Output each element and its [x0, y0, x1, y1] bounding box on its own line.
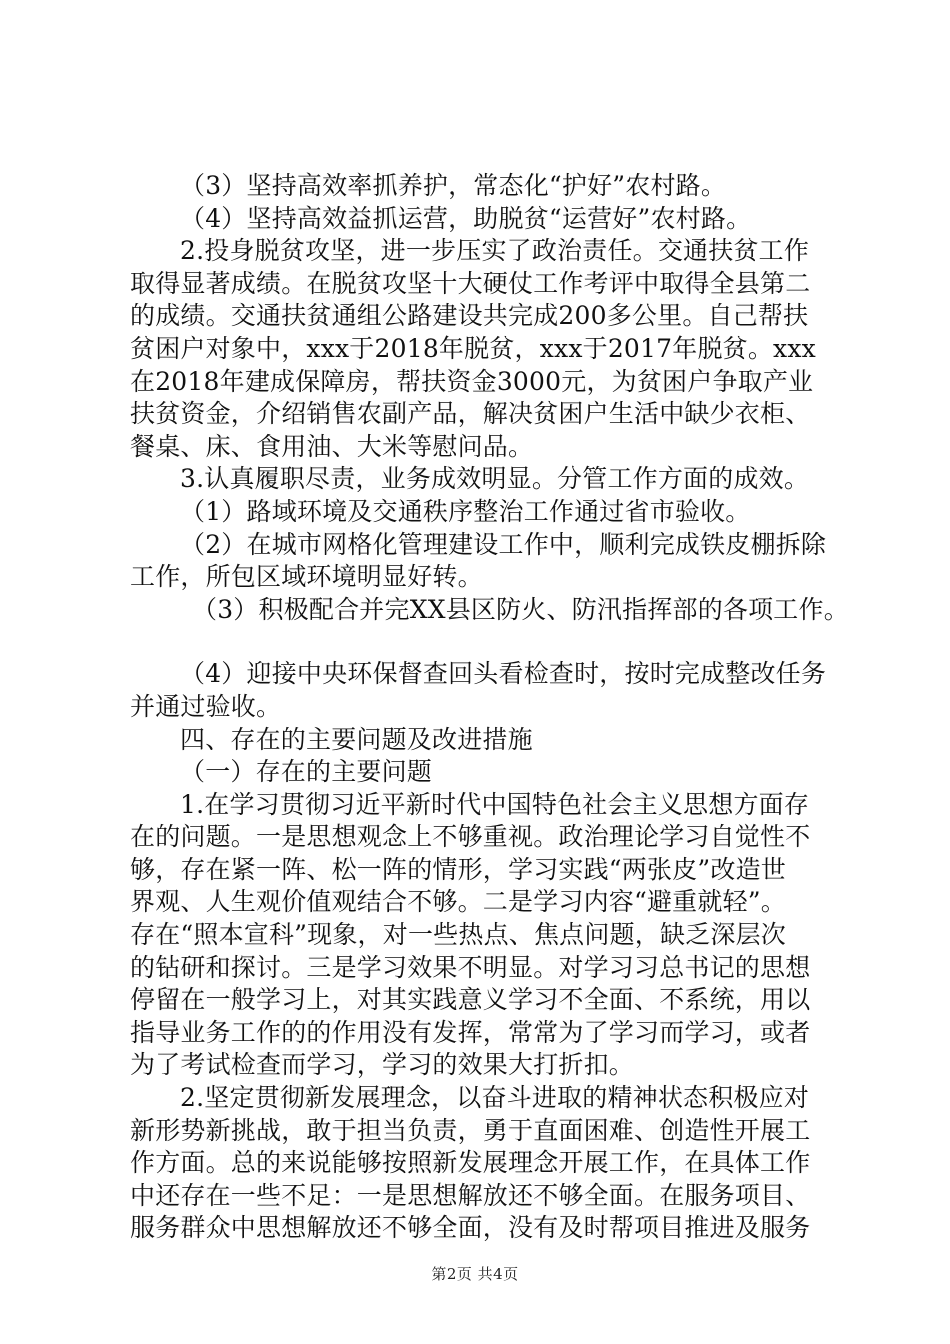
paragraph-line: （3）坚持高效率抓养护，常态化“护好”农村路。 [180, 171, 727, 200]
paragraph-line: 在的问题。一是思想观念上不够重视。政治理论学习自觉性不 [130, 822, 811, 852]
document-body [130, 170, 849, 1245]
paragraph-line: 存在“照本宣科”现象，对一些热点、焦点问题，缺乏深层次 [130, 920, 786, 950]
paragraph-line: （2）在城市网格化管理建设工作中，顺利完成铁皮棚拆除 [180, 529, 827, 559]
paragraph-line: （1）路域环境及交通秩序整治工作通过省市验收。 [180, 496, 751, 526]
page-number-footer: 第2页 共4页 [431, 1265, 519, 1283]
paragraph-line: 停留在一般学习上，对其实践意义学习不全面、不系统，用以 [130, 985, 811, 1015]
paragraph-line: （4）迎接中央环保督查回头看检查时，按时完成整改任务 [180, 659, 827, 689]
paragraph-line: （3）积极配合并完XX县区防火、防汛指挥部的各项工作。 [192, 594, 849, 624]
paragraph-line: 界观、人生观价值观结合不够。二是学习内容“避重就轻”。 [130, 887, 786, 917]
paragraph-line: 3.认真履职尽责，业务成效明显。分管工作方面的成效。 [180, 464, 810, 494]
subsection-heading: （一）存在的主要问题 [180, 757, 433, 787]
paragraph-line: 工作，所包区域环境明显好转。 [130, 562, 483, 592]
paragraph-line: 2.投身脱贫攻坚，进一步压实了政治责任。交通扶贫工作 [180, 236, 810, 266]
paragraph-line: 取得显著成绩。在脱贫攻坚十大硬仗工作考评中取得全县第二 [130, 268, 811, 298]
paragraph-line: 的钻研和探讨。三是学习效果不明显。对学习习总书记的思想 [130, 952, 811, 982]
paragraph-line: 2.坚定贯彻新发展理念，以奋斗进取的精神状态积极应对 [180, 1083, 810, 1113]
paragraph-line: 餐桌、床、食用油、大米等慰问品。 [130, 431, 534, 461]
paragraph-line: 扶贫资金，介绍销售农副产品，解决贫困户生活中缺少衣柜、 [130, 399, 811, 429]
paragraph-line: 在2018年建成保障房，帮扶资金3000元，为贫困户争取产业 [130, 366, 814, 396]
paragraph-line: 指导业务工作的的作用没有发挥，常常为了学习而学习，或者 [130, 1017, 811, 1047]
paragraph-line: 中还存在一些不足：一是思想解放还不够全面。在服务项目、 [130, 1180, 811, 1210]
paragraph-line: 贫困户对象中，xxx于2018年脱贫，xxx于2017年脱贫。xxx [130, 333, 816, 363]
paragraph-line: 新形势新挑战，敢于担当负责，勇于直面困难、创造性开展工 [130, 1115, 811, 1145]
paragraph-line: 作方面。总的来说能够按照新发展理念开展工作，在具体工作 [130, 1148, 811, 1178]
paragraph-line: 为了考试检查而学习，学习的效果大打折扣。 [130, 1050, 635, 1080]
section-heading: 四、存在的主要问题及改进措施 [180, 724, 533, 754]
paragraph-line: （4）坚持高效益抓运营，助脱贫“运营好”农村路。 [180, 203, 752, 233]
paragraph-line: 并通过验收。 [130, 691, 282, 721]
paragraph-line: 够，存在紧一阵、松一阵的情形，学习实践“两张皮”改造世 [130, 854, 786, 884]
paragraph-line: 1.在学习贯彻习近平新时代中国特色社会主义思想方面存 [180, 789, 810, 819]
paragraph-gap [130, 626, 830, 658]
paragraph-line: 的成绩。交通扶贫通组公路建设共完成200多公里。自己帮扶 [130, 301, 809, 331]
paragraph-line: 服务群众中思想解放还不够全面，没有及时帮项目推进及服务 [130, 1213, 811, 1243]
